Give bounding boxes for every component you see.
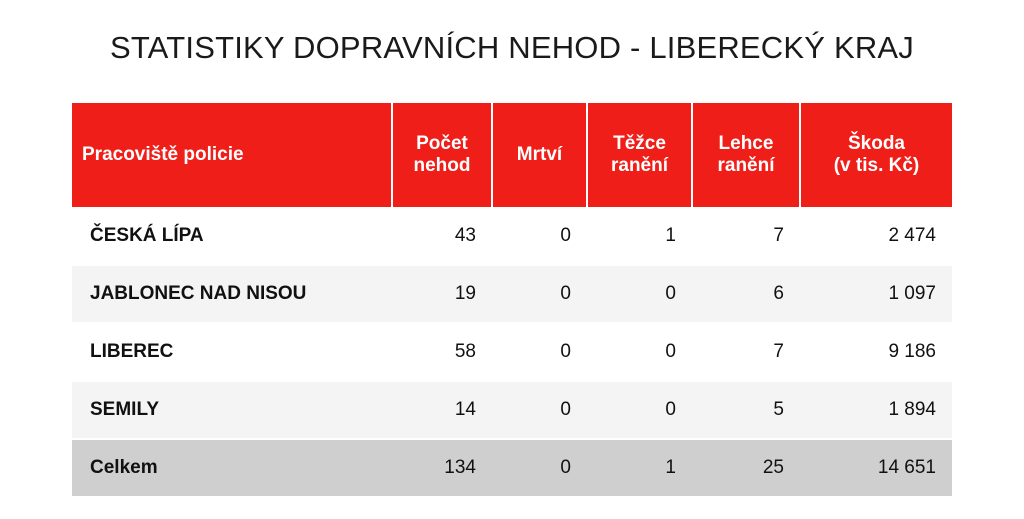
table-header-row	[72, 103, 952, 207]
column-header-accidents-label: Počet nehod	[413, 132, 471, 176]
cell-damage: 1 097	[800, 265, 952, 323]
cell-accidents: 43	[392, 207, 492, 265]
cell-total-label: Celkem	[72, 439, 392, 497]
column-header-workplace-label: Pracoviště policie	[82, 143, 244, 165]
cell-workplace: SEMILY	[72, 381, 392, 439]
cell-accidents: 19	[392, 265, 492, 323]
column-header-light-label: Lehce ranění	[717, 132, 775, 176]
cell-light: 5	[692, 381, 800, 439]
page-title: STATISTIKY DOPRAVNÍCH NEHOD - LIBERECKÝ KRAJ	[109, 30, 915, 65]
cell-total-damage: 14 651	[800, 439, 952, 497]
column-header-damage-label: Škoda (v tis. Kč)	[833, 132, 920, 176]
statistics-table-container	[72, 103, 952, 498]
cell-dead: 0	[492, 207, 587, 265]
cell-dead: 0	[492, 381, 587, 439]
cell-workplace: ČESKÁ LÍPA	[72, 207, 392, 265]
table-header	[72, 103, 952, 207]
cell-total-dead: 0	[492, 439, 587, 497]
cell-total-accidents: 134	[392, 439, 492, 497]
cell-dead: 0	[492, 265, 587, 323]
statistics-table	[72, 103, 952, 498]
cell-serious: 0	[587, 265, 692, 323]
cell-damage: 2 474	[800, 207, 952, 265]
cell-damage: 9 186	[800, 323, 952, 381]
cell-serious: 0	[587, 323, 692, 381]
cell-workplace: LIBEREC	[72, 323, 392, 381]
cell-accidents: 58	[392, 323, 492, 381]
cell-light: 6	[692, 265, 800, 323]
table-total-row	[72, 439, 952, 497]
cell-light: 7	[692, 207, 800, 265]
table-row	[72, 265, 952, 323]
column-header-workplace	[72, 103, 392, 207]
cell-damage: 1 894	[800, 381, 952, 439]
cell-serious: 1	[587, 207, 692, 265]
cell-workplace: JABLONEC NAD NISOU	[72, 265, 392, 323]
cell-serious: 0	[587, 381, 692, 439]
table-row	[72, 381, 952, 439]
cell-total-serious: 1	[587, 439, 692, 497]
cell-dead: 0	[492, 323, 587, 381]
column-header-serious-label: Těžce ranění	[610, 132, 669, 176]
table-row	[72, 207, 952, 265]
cell-accidents: 14	[392, 381, 492, 439]
column-header-dead-label: Mrtví	[516, 143, 563, 165]
column-header-serious	[587, 103, 692, 207]
column-header-light	[692, 103, 800, 207]
cell-light: 7	[692, 323, 800, 381]
column-header-dead	[492, 103, 587, 207]
cell-total-light: 25	[692, 439, 800, 497]
table-row	[72, 323, 952, 381]
table-body	[72, 207, 952, 497]
column-header-accidents	[392, 103, 492, 207]
column-header-damage	[800, 103, 952, 207]
